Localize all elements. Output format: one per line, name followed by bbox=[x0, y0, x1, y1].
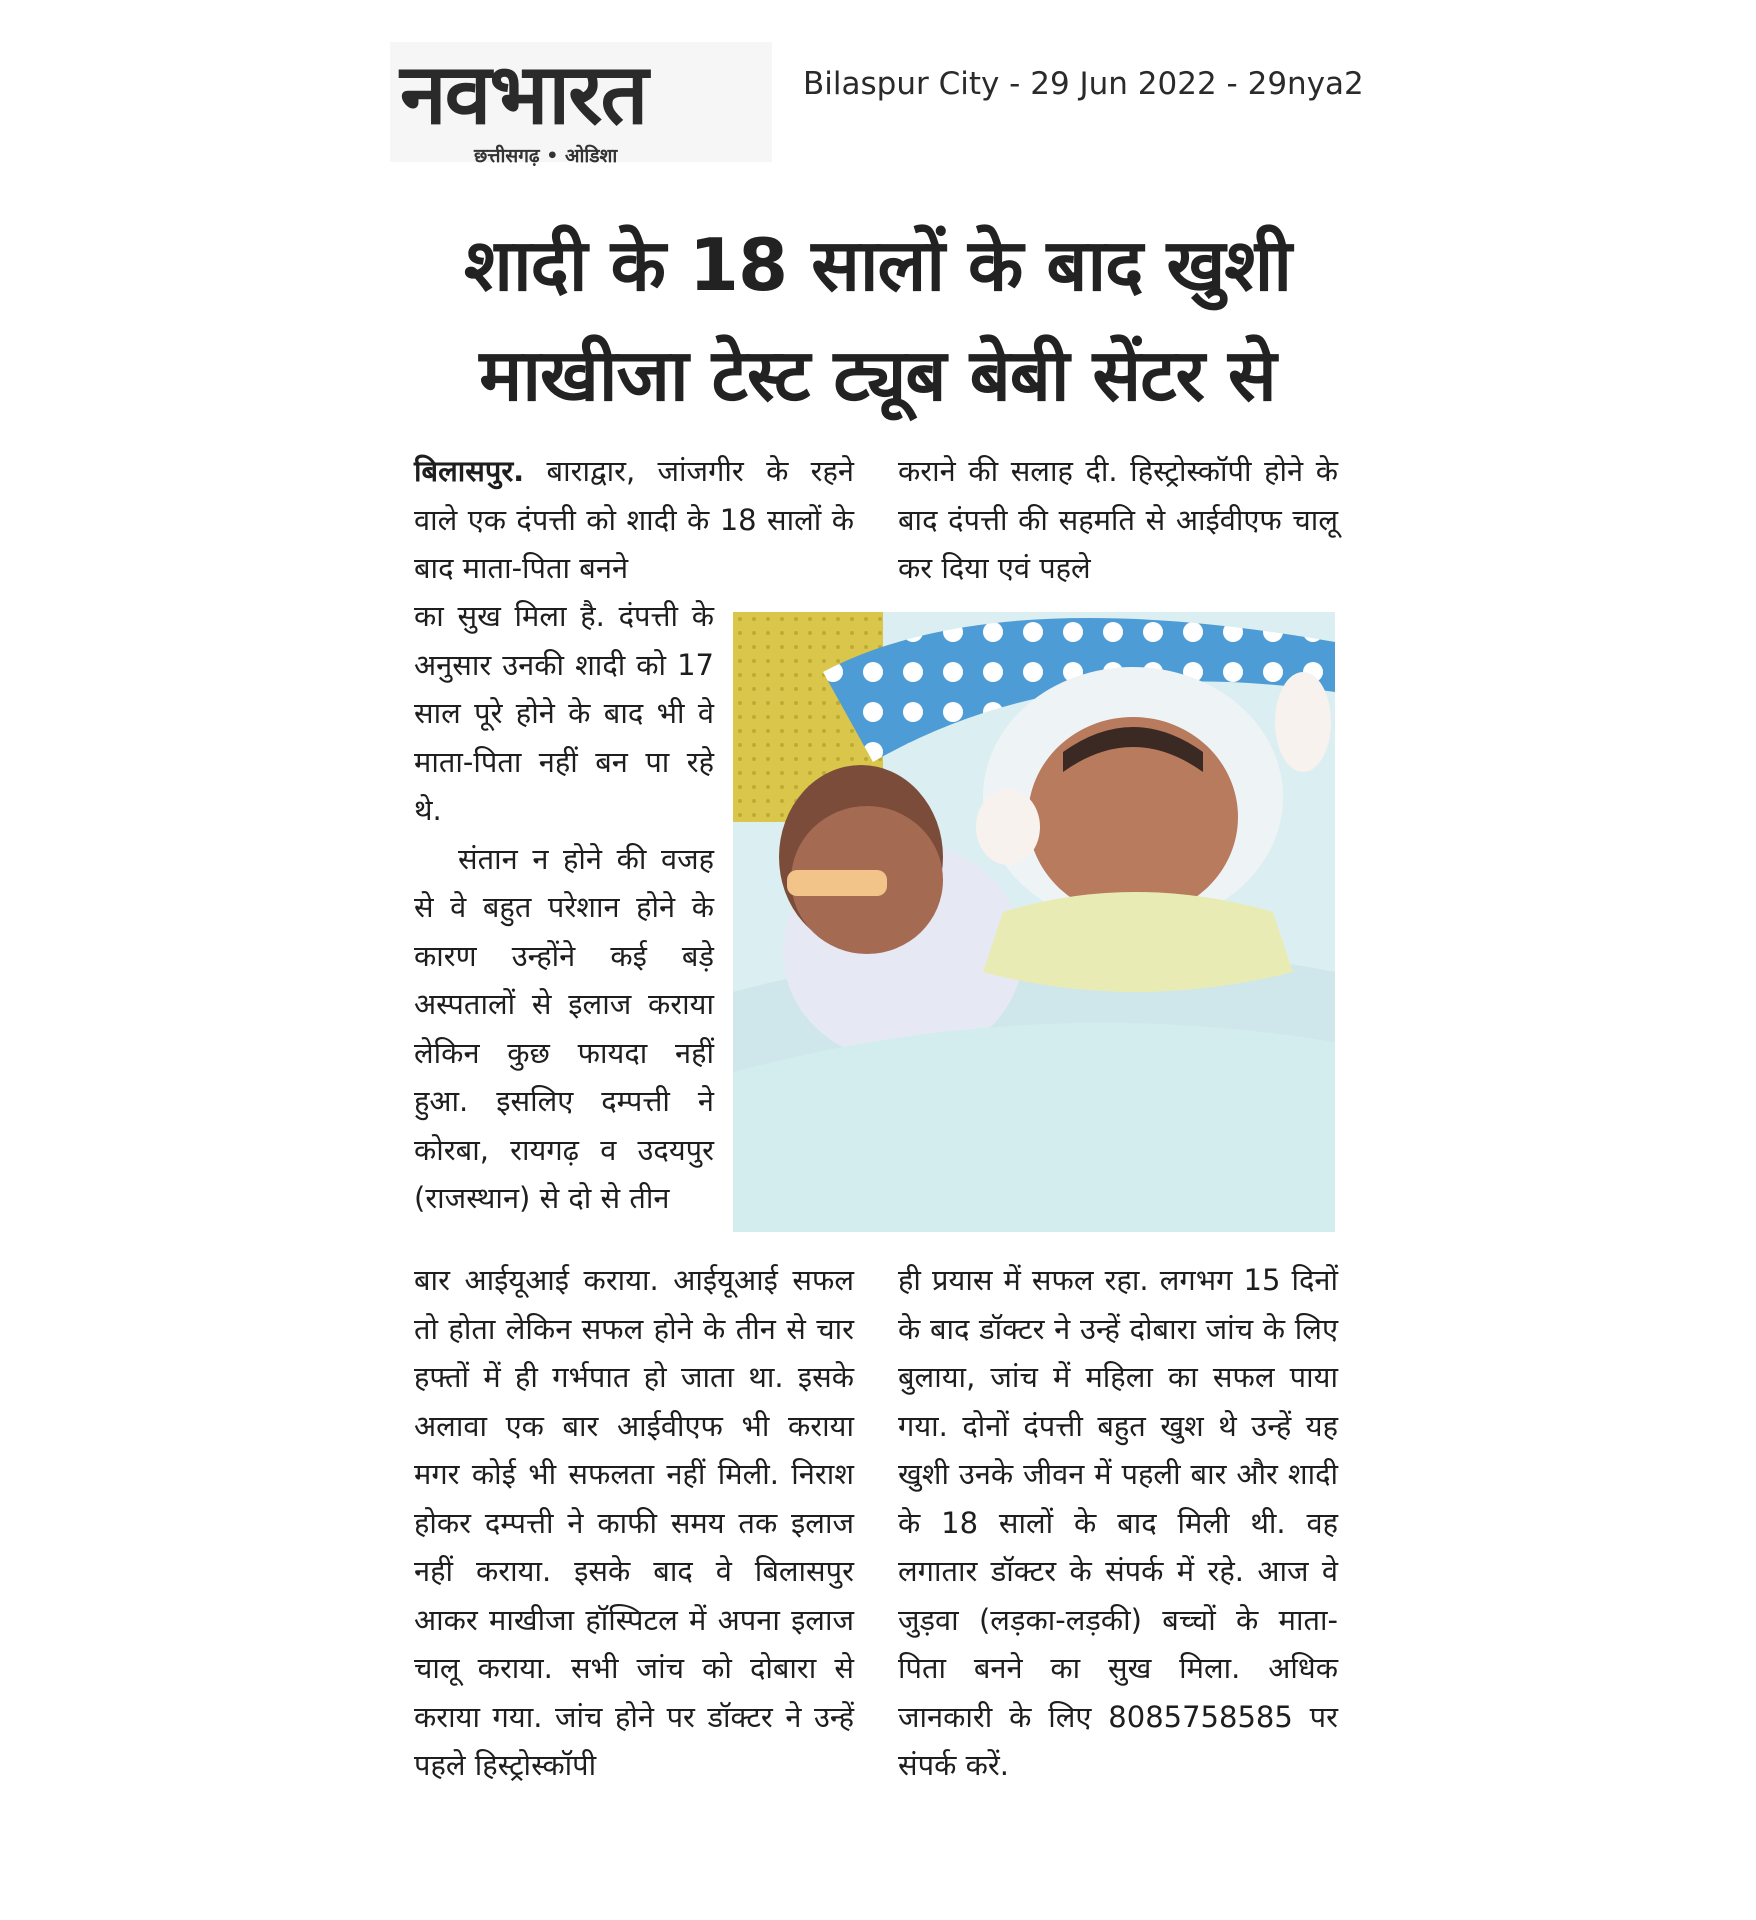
column-1-top bbox=[414, 447, 854, 593]
region-label: छत्तीसगढ़ • ओडिशा bbox=[474, 145, 618, 167]
paragraph-2: संतान न होने की वजह से वे बहुत परेशान होने के कारण उन्होंने कई बड़े अस्पतालों से इलाज कराया लेकिन कुछ फायदा नहीं हुआ. इसलिए दम्पत्ती ने कोरबा, रायगढ़ व उदयपुर (राजस्थान) से दो से तीन bbox=[414, 841, 714, 1215]
masthead bbox=[390, 42, 772, 167]
twin-babies-photo bbox=[733, 612, 1335, 1232]
col2-bottom-text: ही प्रयास में सफल रहा. लगभग 15 दिनों के बाद डॉक्टर ने उन्हें दोबारा जांच के लिए बुलाया, जांच में महिला का सफल पाया गया. दोनों दंपत्ती बहुत खुश थे उन्हें यह खुशी उनके जीवन में पहली बार और शादी के 18 सालों के बाद मिली थी. वह लगातार डॉक्टर के संपर्क में रहे. आज वे जुड़वा (लड़का-लड़की) बच्चों के माता-पिता बनने का सुख मिला. अधिक जानकारी के लिए 8085758585 पर संपर्क करें. bbox=[898, 1263, 1338, 1782]
dateline: बिलासपुर. bbox=[414, 454, 525, 488]
edition-line: Bilaspur City - 29 Jun 2022 - 29nya2 bbox=[803, 66, 1364, 102]
headline-line-2: माखीजा टेस्ट ट्यूब बेबी सेंटर से bbox=[479, 333, 1276, 417]
column-1-bottom bbox=[414, 1256, 854, 1790]
col2-top-text: कराने की सलाह दी. हिस्ट्रोस्कॉपी होने के बाद दंपत्ती की सहमति से आईवीएफ चालू कर दिया एवं पहले bbox=[898, 454, 1338, 585]
paragraph-1: का सुख मिला है. दंपत्ती के अनुसार उनकी शादी को 17 साल पूरे होने के बाद भी वे माता-पिता नहीं बन पा रहे थे. bbox=[414, 599, 714, 827]
column-2-top bbox=[898, 447, 1338, 593]
twin-babies-illustration bbox=[733, 612, 1335, 1232]
article-headline bbox=[410, 210, 1345, 430]
col1-bottom-text: बार आईयूआई कराया. आईयूआई सफल तो होता लेकिन सफल होने के तीन से चार हफ्तों में ही गर्भपात हो जाता था. इसके अलावा एक बार आईवीएफ भी कराया मगर कोई भी सफलता नहीं मिली. निराश होकर दम्पत्ती ने काफी समय तक इलाज नहीं कराया. इसके बाद वे बिलासपुर आकर माखीजा हॉस्पिटल में अपना इलाज चालू कराया. सभी जांच को दोबारा से कराया गया. जांच होने पर डॉक्टर ने उन्हें पहले हिस्ट्रोस्कॉपी bbox=[414, 1263, 854, 1782]
newspaper-logo: नवभारत bbox=[400, 45, 647, 143]
column-2-bottom bbox=[898, 1256, 1338, 1790]
headline-line-1: शादी के 18 सालों के बाद खुशी bbox=[464, 223, 1291, 307]
col1-top-text: बाराद्वार, जांजगीर के रहने वाले एक दंपत्ती को शादी के 18 सालों के बाद माता-पिता बनने bbox=[414, 454, 854, 585]
column-1-middle bbox=[414, 592, 714, 1223]
